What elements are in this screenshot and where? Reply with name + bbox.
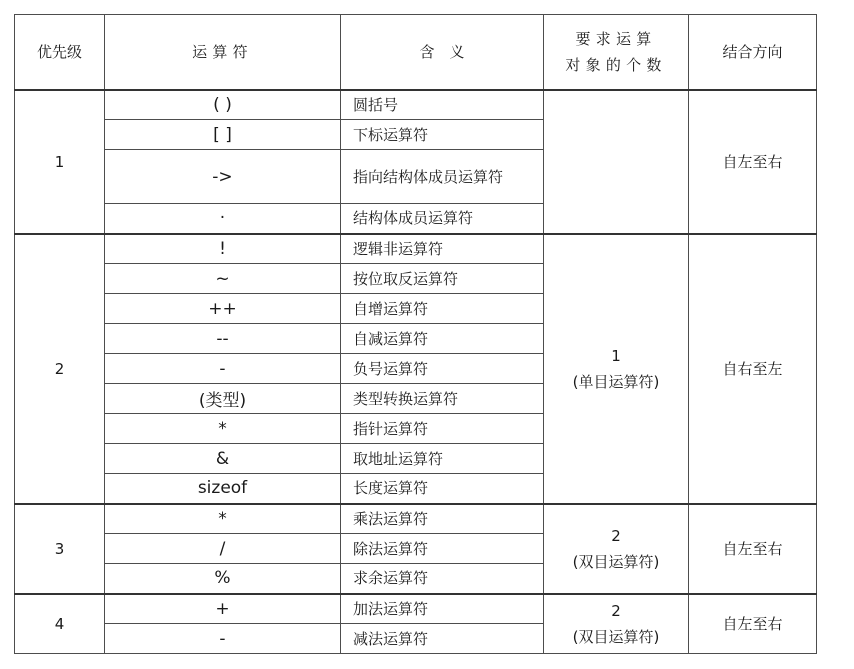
meaning-cell: 逻辑非运算符 bbox=[341, 234, 544, 264]
header-row bbox=[15, 15, 817, 90]
operator-cell: (类型) bbox=[105, 384, 341, 414]
meaning-cell: 取地址运算符 bbox=[341, 444, 544, 474]
header-operand-count-line1: 要求运算 bbox=[575, 29, 657, 48]
associativity-cell: 自左至右 bbox=[689, 504, 817, 594]
operand-count-value: 1 bbox=[611, 346, 621, 365]
header-associativity: 结合方向 bbox=[689, 15, 817, 90]
meaning-cell: 结构体成员运算符 bbox=[341, 204, 544, 234]
associativity-cell: 自左至右 bbox=[689, 594, 817, 654]
table-row bbox=[15, 90, 817, 120]
operand-count-cell bbox=[544, 90, 689, 234]
table-row bbox=[15, 594, 817, 624]
priority-cell: 2 bbox=[15, 234, 105, 504]
operand-count-note: (双目运算符) bbox=[572, 552, 660, 571]
operator-cell: & bbox=[105, 444, 341, 474]
meaning-cell: 负号运算符 bbox=[341, 354, 544, 384]
table-row bbox=[15, 234, 817, 264]
header-operand-count bbox=[544, 15, 689, 90]
operator-cell: ( ) bbox=[105, 90, 341, 120]
meaning-cell: 下标运算符 bbox=[341, 120, 544, 150]
operator-cell: sizeof bbox=[105, 474, 341, 504]
associativity-cell: 自右至左 bbox=[689, 234, 817, 504]
operand-count-note: (单目运算符) bbox=[572, 372, 660, 391]
operator-cell: - bbox=[105, 354, 341, 384]
meaning-cell: 按位取反运算符 bbox=[341, 264, 544, 294]
meaning-cell: 自减运算符 bbox=[341, 324, 544, 354]
operand-count-cell bbox=[544, 594, 689, 654]
operator-precedence-table bbox=[14, 14, 817, 654]
priority-cell: 1 bbox=[15, 90, 105, 234]
operator-cell: [ ] bbox=[105, 120, 341, 150]
operator-cell: + bbox=[105, 594, 341, 624]
header-operand-count-line2: 对象的个数 bbox=[565, 55, 667, 74]
operator-cell: ! bbox=[105, 234, 341, 264]
meaning-cell: 类型转换运算符 bbox=[341, 384, 544, 414]
meaning-cell: 圆括号 bbox=[341, 90, 544, 120]
operand-count-value: 2 bbox=[611, 601, 621, 620]
table-body bbox=[15, 90, 817, 654]
meaning-cell: 减法运算符 bbox=[341, 624, 544, 654]
meaning-cell: 加法运算符 bbox=[341, 594, 544, 624]
operator-cell: - bbox=[105, 624, 341, 654]
header-priority: 优先级 bbox=[15, 15, 105, 90]
meaning-cell: 除法运算符 bbox=[341, 534, 544, 564]
meaning-cell: 乘法运算符 bbox=[341, 504, 544, 534]
operand-count-cell bbox=[544, 234, 689, 504]
meaning-cell: 指向结构体成员运算符 bbox=[341, 150, 544, 204]
priority-cell: 3 bbox=[15, 504, 105, 594]
operator-cell: -> bbox=[105, 150, 341, 204]
operator-cell: / bbox=[105, 534, 341, 564]
operator-cell: -- bbox=[105, 324, 341, 354]
associativity-cell: 自左至右 bbox=[689, 90, 817, 234]
priority-cell: 4 bbox=[15, 594, 105, 654]
operator-cell: * bbox=[105, 504, 341, 534]
meaning-cell: 自增运算符 bbox=[341, 294, 544, 324]
meaning-cell: 求余运算符 bbox=[341, 564, 544, 594]
operand-count-cell bbox=[544, 504, 689, 594]
operator-cell: ~ bbox=[105, 264, 341, 294]
meaning-cell: 长度运算符 bbox=[341, 474, 544, 504]
operand-count-note: (双目运算符) bbox=[572, 627, 660, 646]
header-meaning: 含 义 bbox=[341, 15, 544, 90]
table-row bbox=[15, 504, 817, 534]
operator-cell: % bbox=[105, 564, 341, 594]
operator-cell: * bbox=[105, 414, 341, 444]
operator-cell: · bbox=[105, 204, 341, 234]
meaning-cell: 指针运算符 bbox=[341, 414, 544, 444]
operator-cell: ++ bbox=[105, 294, 341, 324]
operand-count-value: 2 bbox=[611, 526, 621, 545]
header-operator: 运算符 bbox=[105, 15, 341, 90]
